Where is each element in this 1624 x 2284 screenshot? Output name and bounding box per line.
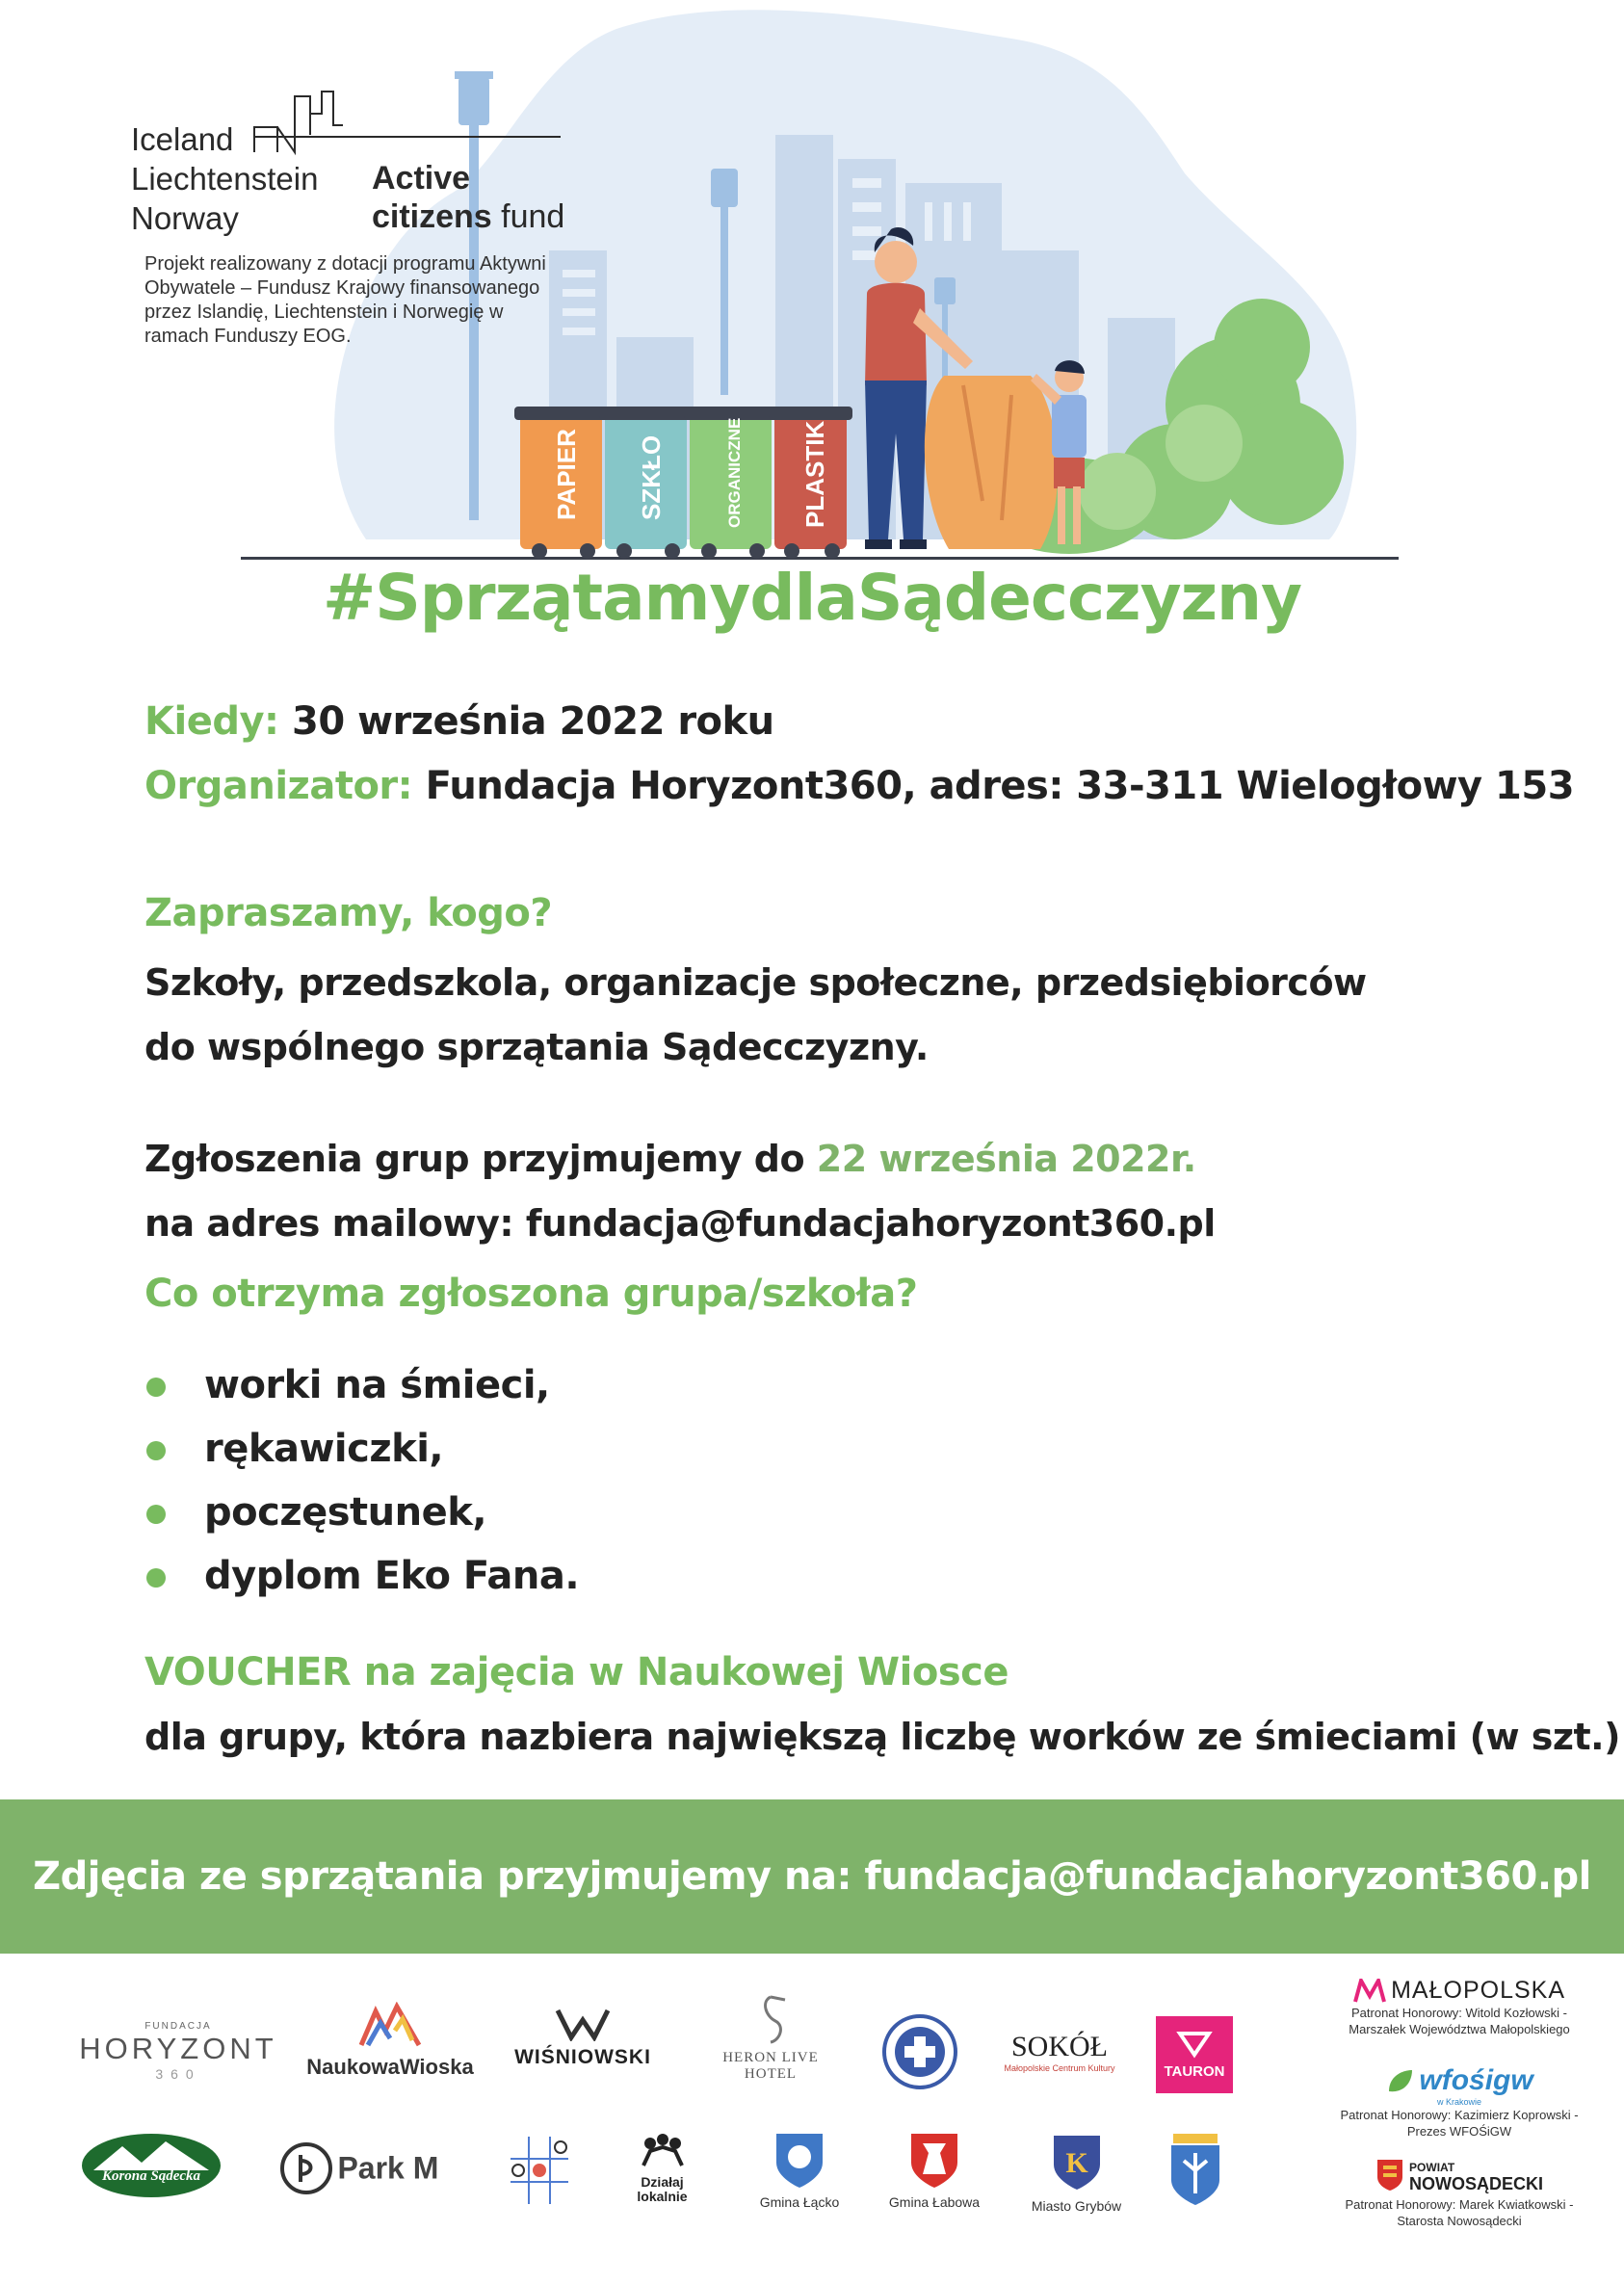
gmina-labowa-name: Gmina Łabowa [888,2194,981,2210]
sokol-subtitle: Małopolskie Centrum Kultury [1004,2063,1115,2073]
list-item-text: poczęstunek, [204,1490,487,1535]
horyzont-name: HORYZONT [79,2032,277,2065]
invite-heading: Zapraszamy, kogo? [144,891,553,935]
malopolska-name: MAŁOPOLSKA [1391,1977,1565,2004]
country-liechtenstein: Liechtenstein [131,161,319,197]
invite-line-2: do wspólnego sprzątania Sądecczyzny. [144,1026,929,1068]
tauron-mark-icon [1175,2026,1214,2059]
dzialaj-people-icon [639,2132,687,2170]
bullet-dot-icon [146,1441,166,1460]
tauron-name: TAURON [1164,2063,1225,2080]
bin-label-szklo: SZKŁO [637,434,666,520]
wfosigw-patronage: Patronat Honorowy: Kazimierz Koprowski - Prezes WFOŚiGW [1340,2108,1579,2139]
bin-label-papier: PAPIER [552,429,581,520]
project-funding-note: Projekt realizowany z dotacji programu Aktywni Obywatele – Fundusz Krajowy finansowanego przez Islandię, Liechtenstein i Norwegię w ramach Funduszy EOG. [144,253,546,347]
powiat-shield-icon [1375,2158,1404,2196]
korona-sadecka-logo [79,2132,223,2199]
country-norway: Norway [131,200,239,236]
bin-label-plastik: PLASTIK [800,420,829,528]
dzialaj-name: Działaj lokalnie [637,2174,688,2204]
horyzont-small-label: FUNDACJA [144,2021,212,2032]
list-item [144,1544,579,1608]
miasto-grybow-logo [1016,2130,1137,2214]
park-m-logo [279,2141,462,2195]
bullet-dot-icon [146,1378,166,1397]
wfosigw-leaf-icon [1385,2066,1414,2095]
bullet-dot-icon [146,1568,166,1588]
powiat-label: POWIAT [1409,2160,1455,2174]
registration-deadline-date: 22 września 2022r. [816,1138,1196,1180]
miasto-grybow-coat-of-arms-icon [1050,2130,1104,2193]
gmina-lacko-logo [747,2130,852,2210]
eea-grants-logo [0,0,674,366]
horyzont-logo [77,2021,279,2082]
malopolska-logo [1329,1977,1589,2037]
horyzont-number: 360 [155,2066,201,2082]
receive-list [144,1353,579,1608]
registration-text [144,1127,1216,1256]
campaign-hashtag: #SprzątamydlaSądecczyzny [322,561,1302,635]
municipal-shield-icon [1167,2132,1223,2209]
organizer-value: Fundacja Horyzont360, adres: 33-311 Wielogłowy 153 [425,764,1575,808]
partner-logos [0,1954,1624,2284]
wfosigw-logo [1329,2064,1589,2140]
registration-email-line: na adres mailowy: fundacja@fundacjahoryzont360.pl [144,1202,1216,1245]
korona-name: Korona Sądecka [101,2168,201,2184]
list-item [144,1417,579,1481]
organizer-label: Organizator: [144,764,413,808]
naukowa-mountains-icon [356,2002,424,2050]
naukowa-wioska-logo [303,2002,477,2080]
when-value: 30 września 2022 roku [291,699,774,744]
registration-deadline-text: Zgłoszenia grup przyjmujemy do [144,1138,805,1180]
when-label: Kiedy: [144,699,279,744]
fund-word-citizens: citizens [372,198,492,235]
sokol-logo [997,2031,1122,2073]
list-item-text: worki na śmieci, [204,1363,550,1407]
rescue-service-emblem-icon [881,2013,958,2090]
heron-live-hotel-logo [698,1992,843,2083]
fund-word-fund: fund [501,198,565,235]
tauron-logo [1156,2016,1233,2093]
park-m-name: Park M [337,2150,439,2186]
wisniowski-w-icon [554,2007,612,2041]
korona-badge-icon [79,2132,223,2199]
country-iceland: Iceland [131,121,234,157]
heron-bird-icon [742,1992,799,2045]
malopolska-m-icon [1353,1979,1386,2004]
list-item [144,1353,579,1417]
bullet-dot-icon [146,1505,166,1524]
gmina-labowa-logo [877,2130,992,2210]
when-line [144,699,774,744]
gmina-lacko-name: Gmina Łącko [759,2194,840,2210]
gok-grid-logo-icon [506,2132,573,2209]
registration-line [144,1127,1216,1192]
naukowa-name: NaukowaWioska [306,2055,474,2079]
powiat-name-block [1409,2161,1543,2194]
bin-label-organiczne: ORGANICZNE [725,417,744,528]
country-names [131,119,318,238]
powiat-name: NOWOSĄDECKI [1409,2173,1544,2193]
active-citizens-fund [372,159,564,236]
malopolska-patronage: Patronat Honorowy: Witold Kozłowski - Marszałek Województwa Małopolskiego [1349,2006,1570,2036]
photo-submission-text: Zdjęcia ze sprzątania przyjmujemy na: fundacja@fundacjahoryzont360.pl [33,1854,1591,1899]
wisniowski-logo [506,2007,660,2069]
gmina-lacko-coat-of-arms-icon [773,2130,826,2190]
wisniowski-name: WIŚNIOWSKI [514,2046,651,2068]
dzialaj-lokalnie-logo [626,2132,698,2204]
list-item-text: dyplom Eko Fana. [204,1554,580,1598]
organizer-line [144,764,1574,808]
voucher-heading: VOUCHER na zajęcia w Naukowej Wiosce [144,1650,1008,1694]
voucher-text: dla grupy, która nazbiera największą liczbę worków ze śmieciami (w szt.) [144,1716,1620,1758]
list-item-text: rękawiczki, [204,1427,444,1471]
heron-name: HERON LIVE HOTEL [722,2050,819,2082]
powiat-nowosadecki-logo [1329,2158,1589,2229]
receive-heading: Co otrzyma zgłoszona grupa/szkoła? [144,1272,918,1316]
powiat-patronage: Patronat Honorowy: Marek Kwiatkowski - Starosta Nowosądecki [1345,2197,1574,2228]
svg-text:K: K [1064,2147,1088,2179]
wfosigw-name: wfośigw [1419,2064,1533,2096]
wfosigw-subtitle: w Krakowie [1436,2097,1481,2107]
list-item [144,1481,579,1544]
fund-word-active: Active [372,160,471,197]
miasto-grybow-name: Miasto Grybów [1031,2198,1122,2214]
gmina-labowa-coat-of-arms-icon [907,2130,961,2190]
invite-line-1: Szkoły, przedszkola, organizacje społeczne, przedsiębiorców [144,961,1367,1004]
park-m-circle-icon [279,2141,333,2195]
sokol-name: SOKÓŁ [1010,2031,1108,2062]
invite-text [144,951,1367,1080]
